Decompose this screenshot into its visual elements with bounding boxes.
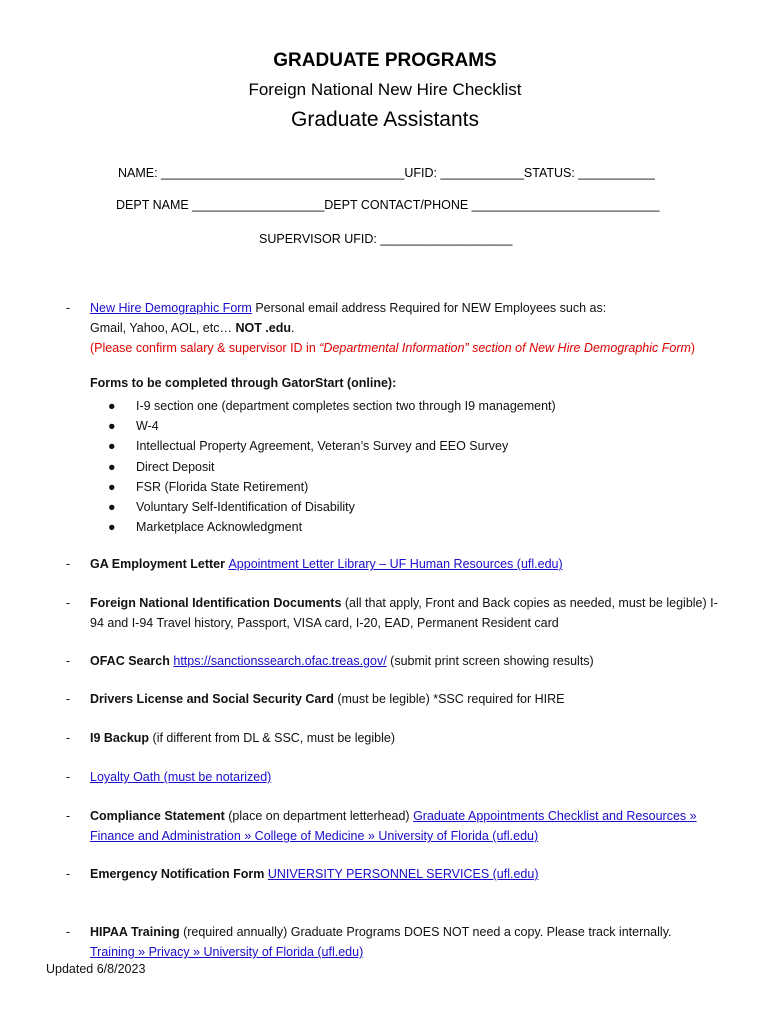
list-dash: -	[66, 654, 71, 668]
foreign-id-text: (all that apply, Front and Back copies as needed, must be legible) I-	[341, 596, 718, 610]
supervisor-ufid-line: SUPERVISOR UFID: ___________________	[259, 232, 513, 246]
list-dash: -	[66, 925, 71, 939]
bullet-icon: ●	[108, 439, 116, 454]
bullet-icon: ●	[108, 520, 116, 535]
bullet-icon: ●	[108, 459, 116, 474]
foreign-id-label: Foreign National Identification Documents	[90, 596, 342, 610]
list-dash: -	[66, 692, 71, 706]
demographic-email-examples: Gmail, Yahoo, AOL, etc…	[90, 321, 236, 335]
list-dash: -	[66, 596, 71, 610]
form-name: Voluntary Self-Identification of Disability	[136, 499, 355, 514]
demographic-period: .	[291, 321, 295, 335]
personnel-services-link[interactable]: UNIVERSITY PERSONNEL SERVICES (ufl.edu)	[267, 867, 539, 881]
ofac-label: OFAC Search	[90, 654, 174, 668]
demographic-note-close: )	[690, 341, 696, 355]
emergency-label: Emergency Notification Form	[90, 867, 268, 881]
list-dash: -	[66, 867, 71, 881]
form-name: FSR (Florida State Retirement)	[136, 479, 309, 494]
drivers-label: Drivers License and Social Security Card	[90, 692, 334, 706]
list-item	[108, 497, 556, 517]
dept-contact-line: DEPT NAME ___________________DEPT CONTACT/PHONE ___________________________	[116, 198, 660, 212]
appointment-letter-link[interactable]: Appointment Letter Library – UF Human Resources (ufl.edu)	[228, 557, 563, 571]
bullet-icon: ●	[108, 419, 116, 434]
demographic-text: Personal email address Required for NEW Employees such as:	[251, 301, 607, 315]
i9-text: (if different from DL & SSC, must be legible)	[149, 731, 395, 745]
demographic-form-link[interactable]: New Hire Demographic Form	[90, 301, 252, 315]
list-item	[108, 416, 556, 436]
demographic-not-edu: NOT .edu	[235, 321, 292, 335]
list-item	[108, 457, 556, 477]
forms-heading: Forms to be completed through GatorStart (online):	[90, 376, 397, 390]
gatorstart-forms-list	[108, 396, 556, 537]
form-name: W-4	[136, 419, 159, 434]
list-item	[108, 477, 556, 497]
bullet-icon: ●	[108, 499, 116, 514]
bullet-icon: ●	[108, 399, 116, 413]
drivers-text: (must be legible) *SSC required for HIRE	[333, 692, 565, 706]
hipaa-text: (required annually) Graduate Programs DOES NOT need a copy. Please track internally.	[179, 925, 672, 939]
list-dash: -	[66, 731, 71, 745]
compliance-text: (place on department letterhead)	[224, 809, 414, 823]
list-dash: -	[66, 301, 71, 315]
list-item	[108, 517, 556, 537]
name-ufid-status-line: NAME: ___________________________________UFID: ____________STATUS: ___________	[118, 166, 655, 180]
form-name: I-9 section one (department completes section two through I9 management)	[136, 399, 556, 413]
compliance-label: Compliance Statement	[90, 809, 225, 823]
page-subtitle-2: Graduate Assistants	[291, 108, 479, 131]
ofac-text: (submit print screen showing results)	[386, 654, 594, 668]
finance-admin-link[interactable]: Finance and Administration » College of Medicine » University of Florida (ufl.edu)	[90, 829, 539, 843]
privacy-training-link[interactable]: Training » Privacy » University of Florida (ufl.edu)	[90, 945, 364, 959]
demographic-note-italic: “Departmental Information” section of New Hire Demographic Form	[319, 341, 691, 355]
list-dash: -	[66, 770, 71, 784]
list-item	[108, 436, 556, 456]
grad-appointments-link[interactable]: Graduate Appointments Checklist and Resources »	[413, 809, 697, 823]
list-dash: -	[66, 809, 71, 823]
ga-letter-label: GA Employment Letter	[90, 557, 229, 571]
foreign-id-text-2: 94 and I-94 Travel history, Passport, VISA card, I-20, EAD, Permanent Resident card	[90, 616, 559, 630]
form-name: Intellectual Property Agreement, Veteran’s Survey and EEO Survey	[136, 439, 509, 454]
updated-date: Updated 6/8/2023	[46, 962, 146, 976]
hipaa-label: HIPAA Training	[90, 925, 180, 939]
page-title: GRADUATE PROGRAMS	[273, 50, 497, 71]
form-name: Direct Deposit	[136, 459, 215, 474]
bullet-icon: ●	[108, 479, 116, 494]
list-dash: -	[66, 557, 71, 571]
loyalty-oath-link[interactable]: Loyalty Oath (must be notarized)	[90, 770, 272, 784]
page-subtitle: Foreign National New Hire Checklist	[248, 80, 522, 99]
form-name: Marketplace Acknowledgment	[136, 520, 303, 535]
ofac-link[interactable]: https://sanctionssearch.ofac.treas.gov/	[173, 654, 387, 668]
list-item	[108, 396, 556, 416]
i9-label: I9 Backup	[90, 731, 150, 745]
demographic-note-open: (Please confirm salary & supervisor ID in	[90, 341, 320, 355]
